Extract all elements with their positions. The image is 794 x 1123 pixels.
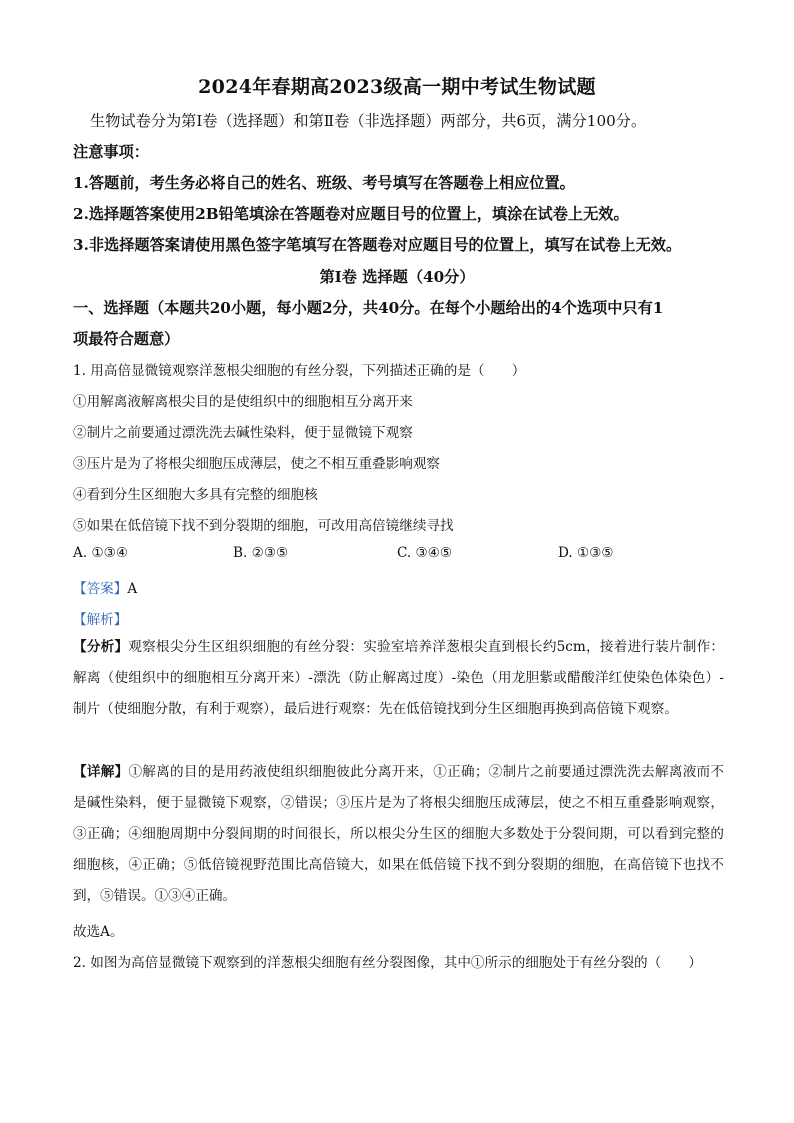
question-1-option-c: C. ③④⑤ <box>397 545 453 561</box>
detail-text: ①解离的目的是用药液使组织细胞彼此分离开来，①正确；②制片之前要通过漂洗洗去解离液而不是碱性染料，便于显微镜下观察，②错误；③压片是为了将根尖细胞压成薄层，使之不相互重叠影响观察，③正确；④细胞周期中分裂间期的时间很长，所以根尖分生区的细胞大多数处于分裂间期，可以看到完整的细胞核，④正确；⑤低倍镜视野范围比高倍镜大，如果在低倍镜下找不到分裂期的细胞，在高倍镜下也找不到，⑤错误。①③④正确。 <box>73 764 725 904</box>
exam-intro: 生物试卷分为第Ⅰ卷（选择题）和第Ⅱ卷（非选择题）两部分，共6页，满分100分。 <box>90 112 647 130</box>
analysis-tag: 【解析】 <box>73 612 128 628</box>
analysis-paragraph <box>73 632 724 725</box>
fenxi-text: 观察根尖分生区组织细胞的有丝分裂：实验室培养洋葱根尖直到根长约5cm，接着进行装片制作：解离（使组织中的细胞相互分离开来）-漂洗（防止解离过度）-染色（用龙胆紫或醋酸洋红使染色体染色）-制片（使细胞分散，有利于观察），最后进行观察：先在低倍镜找到分生区细胞再换到高倍镜下观察。 <box>73 639 724 717</box>
question-1-answer <box>73 577 137 597</box>
notice-item-1: 1.答题前，考生务必将自己的姓名、班级、考号填写在答题卷上相应位置。 <box>73 174 575 192</box>
question-1-statement-3: ③压片是为了将根尖细胞压成薄层，使之不相互重叠影响观察 <box>73 456 441 472</box>
detail-paragraph <box>73 757 724 912</box>
question-1-statement-4: ④看到分生区细胞大多具有完整的细胞核 <box>73 487 318 503</box>
answer-value: A <box>127 581 138 597</box>
question-1-option-d: D. ①③⑤ <box>558 545 614 561</box>
section-title: 第Ⅰ卷 选择题（40分） <box>319 268 475 286</box>
question-1-conclusion: 故选A。 <box>73 924 124 940</box>
question-1-statement-5: ⑤如果在低倍镜下找不到分裂期的细胞，可改用高倍镜继续寻找 <box>73 518 454 534</box>
question-1-option-a: A. ①③④ <box>73 545 129 561</box>
section-instruction-line-2: 项最符合题意） <box>73 330 180 348</box>
notice-item-3: 3.非选择题答案请使用黑色签字笔填写在答题卷对应题目号的位置上，填写在试卷上无效。 <box>73 236 682 254</box>
question-1-option-b: B. ②③⑤ <box>233 545 289 561</box>
question-1-stem: 1. 用高倍显微镜观察洋葱根尖细胞的有丝分裂，下列描述正确的是（ ） <box>73 363 526 379</box>
analysis-heading <box>73 608 127 628</box>
page-title: 2024年春期高2023级高一期中考试生物试题 <box>198 76 596 98</box>
section-instruction-line-1: 一、选择题（本题共20小题，每小题2分，共40分。在每个小题给出的4个选项中只有1 <box>73 299 664 317</box>
detail-tag: 【详解】 <box>73 764 129 780</box>
question-1-statement-1: ①用解离液解离根尖目的是使组织中的细胞相互分离开来 <box>73 394 413 410</box>
notice-item-2: 2.选择题答案使用2B铅笔填涂在答题卷对应题目号的位置上，填涂在试卷上无效。 <box>73 205 629 223</box>
question-2-stem: 2. 如图为高倍显微镜下观察到的洋葱根尖细胞有丝分裂图像，其中①所示的细胞处于有丝分裂的（ ） <box>73 955 703 971</box>
question-1-statement-2: ②制片之前要通过漂洗洗去碱性染料，便于显微镜下观察 <box>73 425 413 441</box>
fenxi-tag: 【分析】 <box>73 639 129 655</box>
notice-heading: 注意事项： <box>73 143 149 161</box>
answer-tag: 【答案】 <box>73 581 128 597</box>
